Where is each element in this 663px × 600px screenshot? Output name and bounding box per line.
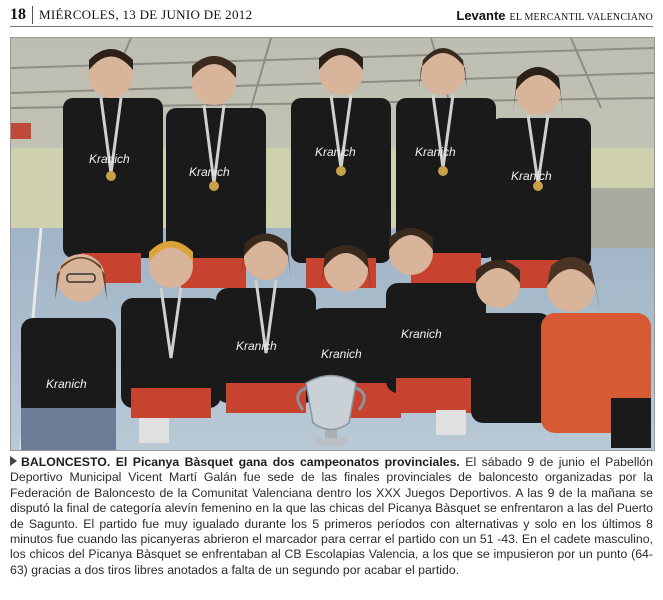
shirt-logo: Kranich: [46, 377, 87, 391]
page-header: [10, 4, 653, 27]
shirt-logo: Kranich: [236, 339, 277, 353]
shirt-logo: Kranich: [415, 145, 456, 159]
article-kicker: BALONCESTO.: [21, 455, 111, 469]
shirt-logo: Kranich: [511, 169, 552, 183]
shirt-logo: Kranich: [315, 145, 356, 159]
shirt-logo: Kranich: [321, 347, 362, 361]
issue-date: MIÉRCOLES, 13 DE JUNIO DE 2012: [39, 7, 253, 22]
page-number: 18: [10, 6, 33, 24]
masthead: [456, 8, 653, 23]
team-photo: [10, 37, 655, 451]
publication-name: Levante: [456, 7, 506, 23]
caption-marker-icon: [10, 456, 17, 466]
shirt-logo: Kranich: [189, 165, 230, 179]
shirt-logo: Kranich: [401, 327, 442, 341]
article-headline: El Picanya Bàsquet gana dos campeonatos provinciales.: [115, 455, 460, 469]
photo-caption-article: [10, 455, 653, 578]
article-body: El sábado 9 de junio el Pabellón Deportivo Municipal Vicent Martí Galán fue sede de las finales provinciales de baloncesto organizadas por la Federación de Baloncesto de la Comunitat Valenciana dentro los XXX Juegos Deportivos. A las 9 de la mañana se disputó la final de categoría alevín femenino en la que las chicas del Picanya Bàsquet se enfrentaron a las del Puerto de Sagunto. El partido fue muy igualado durante los 5 primeros períodos con alternativas y solo en los últimos 8 minutos fue cuando las picanyeras abrieron el marcador para cerrar el partido con un 51 -43. En el cadete masculino, los chicos del Picanya Bàsquet se enfrentaban al CB Escolapias Valencia, a los que se impusieron por un punto (64-63) gracias a dos tiros libres anotados a falta de un segundo por acabar el partido.: [10, 455, 653, 577]
publication-subtitle: EL MERCANTIL VALENCIANO: [509, 11, 653, 23]
shirt-logo: Kranich: [89, 152, 130, 166]
